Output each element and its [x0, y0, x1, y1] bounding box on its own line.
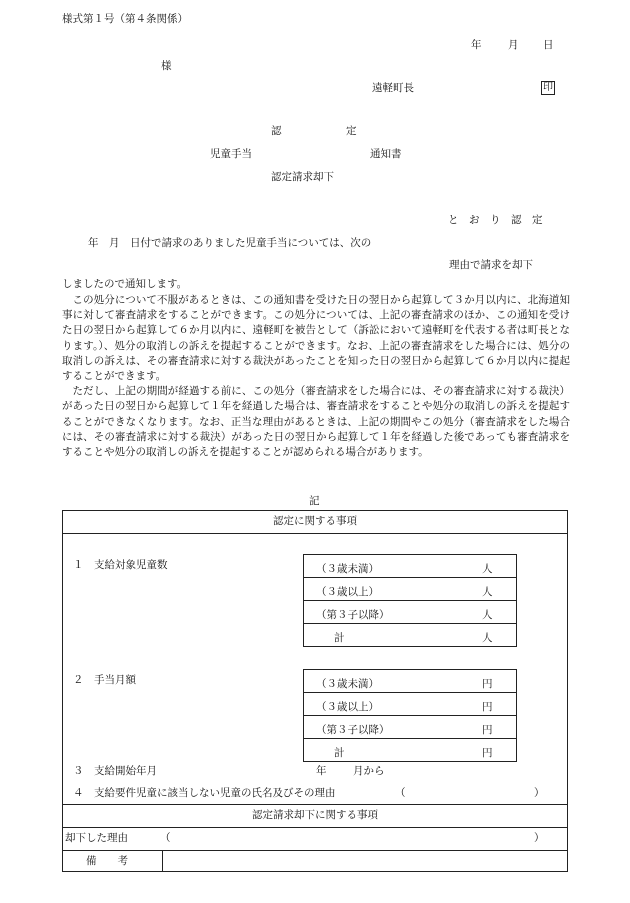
paragraph-appeal: この処分について不服があるときは、この通知書を受けた日の翌日から起算して３か月以内に、北海道知事に対して審査請求をすることができます。この処分については、上記の審査請求のほか、この通知を受けた日の翌日から起算して６か月以内に、遠軽町を被告として（訴訟において遠軽町を代表する者は町長となります。）、処分の取消しの訴えを提起することができます。なお、上記の審査請求をした場合には、処分の取消しの訴えは、その審査請求に対する裁決があったことを知った日の翌日から起算して６か月以内に提起することができます。 — [62, 294, 570, 383]
item4-close-paren: ） — [534, 787, 545, 799]
reason-close-paren: ） — [534, 832, 545, 844]
form-number: 様式第１号（第４条関係） — [62, 13, 188, 25]
text-notified: しましたので通知します。 — [62, 278, 188, 290]
paragraph-deadline: ただし、上記の期間が経過する前に、この処分（審査請求をした場合には、その審査請求に対する裁決）があった日の翌日から起算して１年を経過した場合は、審査請求をすることや処分の取消しの訴えを提起することができなくなります。なお、正当な理由があるときは、上記の期間やこの処分（審査請求をした場合には、その審査請求に対する裁決）があった日の翌日から起算して１年を経過した後であっても審査請求をすることや処分の取消しの訴えを提起することが認められる場合があります。 — [62, 385, 570, 459]
row-label: （３歳以上） — [316, 701, 379, 713]
divider — [62, 827, 568, 828]
table-row — [304, 624, 517, 647]
issuer-name: 遠軽町長 — [372, 82, 414, 94]
table-row — [304, 716, 517, 739]
table-row — [304, 670, 517, 693]
title-nin: 認 — [271, 125, 282, 137]
item1-label: 支給対象児童数 — [94, 559, 168, 571]
row-unit: 円 — [482, 678, 493, 690]
title-tei: 定 — [346, 125, 357, 137]
date-day-label: 日 — [543, 39, 554, 51]
row-unit: 人 — [482, 586, 493, 598]
item4-number: ４ — [73, 787, 84, 799]
seal-icon: 印 — [543, 82, 553, 93]
divider — [62, 533, 568, 534]
date-month-label: 月 — [508, 39, 519, 51]
row-label: 計 — [334, 747, 345, 759]
item2-label: 手当月額 — [94, 674, 136, 686]
row-unit: 円 — [482, 724, 493, 736]
row-unit: 円 — [482, 747, 493, 759]
row-unit: 円 — [482, 701, 493, 713]
body-paragraphs — [62, 293, 570, 460]
seal-mark — [541, 81, 555, 95]
item3-month: 月から — [353, 765, 385, 777]
lead-sentence: 年 月 日付で請求のありました児童手当については、次の — [88, 237, 372, 249]
table-row — [304, 555, 517, 578]
text-riyuu-kyakka: 理由で請求を却下 — [449, 259, 533, 271]
item4-label: 支給要件児童に該当しない児童の氏名及びその理由 — [94, 787, 336, 799]
title-rejection: 認定請求却下 — [271, 171, 334, 183]
row-label: 計 — [334, 632, 345, 644]
addressee-suffix: 様 — [161, 60, 172, 72]
item3-number: ３ — [73, 765, 84, 777]
item1-number: １ — [73, 559, 84, 571]
divider — [62, 850, 568, 851]
title-right: 通知書 — [370, 148, 402, 160]
item3-year: 年 — [316, 765, 327, 777]
row-unit: 人 — [482, 609, 493, 621]
row-label: （第３子以降） — [316, 724, 390, 736]
table-row — [304, 601, 517, 624]
table-row — [304, 578, 517, 601]
rejection-heading: 認定請求却下に関する事項 — [252, 809, 378, 821]
item3-label: 支給開始年月 — [94, 765, 157, 777]
remarks-label: 備 考 — [86, 855, 128, 867]
date-year-label: 年 — [471, 39, 482, 51]
item4-open-paren: （ — [395, 787, 406, 799]
row-unit: 人 — [482, 563, 493, 575]
divider — [62, 804, 568, 805]
approval-heading: 認定に関する事項 — [273, 515, 357, 527]
remarks-divider — [162, 850, 163, 872]
text-toori-nintei: と お り 認 定 — [448, 214, 543, 226]
child-count-table — [303, 554, 517, 647]
ki-label: 記 — [309, 495, 320, 507]
monthly-amount-table — [303, 669, 517, 762]
table-row — [304, 693, 517, 716]
row-label: （３歳未満） — [316, 563, 379, 575]
title-left: 児童手当 — [210, 148, 252, 160]
row-label: （第３子以降） — [316, 609, 390, 621]
row-unit: 人 — [482, 632, 493, 644]
row-label: （３歳以上） — [316, 586, 379, 598]
reason-open-paren: （ — [160, 832, 171, 844]
rejection-reason-label: 却下した理由 — [65, 832, 128, 844]
table-row — [304, 739, 517, 762]
row-label: （３歳未満） — [316, 678, 379, 690]
item2-number: ２ — [73, 674, 84, 686]
